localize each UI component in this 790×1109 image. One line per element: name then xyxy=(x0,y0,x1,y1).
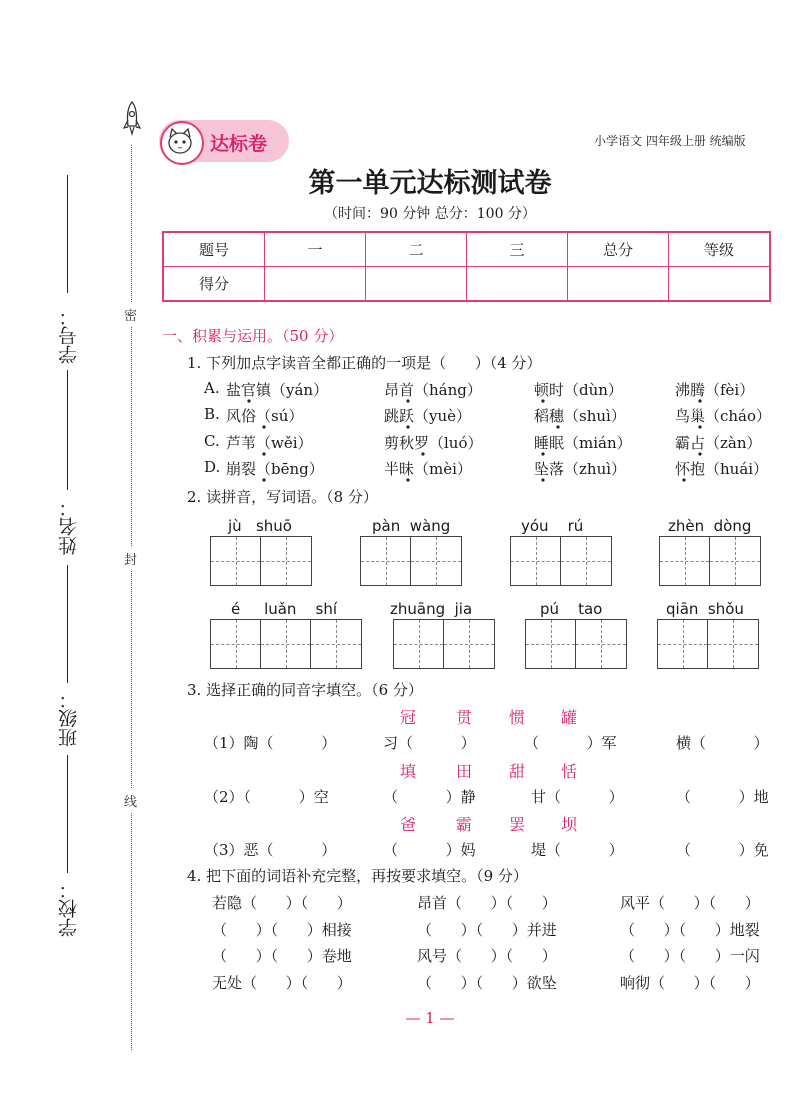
q3-blank[interactable]: （1）陶（ ） xyxy=(204,734,337,752)
q2-pinyin: zhèn dòng xyxy=(668,517,752,535)
writing-cell[interactable] xyxy=(394,620,444,668)
writing-cell[interactable] xyxy=(361,537,411,585)
q3-blank[interactable]: （3）恶（ ） xyxy=(204,841,337,859)
score-header-cell: 二 xyxy=(366,232,467,267)
q2-writing-grid[interactable] xyxy=(659,536,761,586)
score-header-cell: 一 xyxy=(265,232,366,267)
q3-blank[interactable]: （ ）静 xyxy=(383,788,476,806)
binding-char-feng: 封 xyxy=(124,547,137,570)
score-row-label: 得分 xyxy=(163,267,265,302)
q3-homophone-char: 霸 xyxy=(456,815,473,834)
q1-option-item: 半昧（mèi） xyxy=(384,460,472,478)
q2-writing-grid[interactable] xyxy=(525,619,627,669)
q2-pinyin: é luǎn shí xyxy=(231,600,338,618)
q1-option-item: 盐官镇（yán） xyxy=(226,381,329,399)
q1-prompt: 1. 下列加点字读音全都正确的一项是（ ）（4 分） xyxy=(187,354,542,372)
q1-option-letter: A. xyxy=(204,379,220,397)
q1-option-item: 风俗（sú） xyxy=(226,407,304,425)
q3-homophone-char: 罢 xyxy=(509,815,526,834)
q3-homophone-char: 爸 xyxy=(400,815,417,834)
student-id-label: 学号： xyxy=(58,307,80,364)
q1-option-item: 剪秋罗（luó） xyxy=(384,434,483,452)
q1-option-letter: D. xyxy=(204,458,221,476)
q3-blank[interactable]: 甘（ ） xyxy=(531,788,624,806)
writing-cell[interactable] xyxy=(411,537,461,585)
q2-pinyin: qiān shǒu xyxy=(666,600,744,618)
writing-cell[interactable] xyxy=(708,620,758,668)
q1-option-item: 跳跃（yuè） xyxy=(384,407,472,425)
q1-option-item: 芦苇（wěi） xyxy=(226,434,313,452)
q2-pinyin: yóu rú xyxy=(521,517,584,535)
series-info: 小学语文 四年级上册 统编版 xyxy=(594,134,746,148)
q2-writing-grid[interactable] xyxy=(510,536,612,586)
q2-writing-grid[interactable] xyxy=(360,536,462,586)
q3-blank[interactable]: （ ）免 xyxy=(676,841,769,859)
q3-homophone-char: 填 xyxy=(400,762,417,781)
writing-cell[interactable] xyxy=(211,620,261,668)
q3-blank[interactable]: 习（ ） xyxy=(383,734,476,752)
q4-idiom[interactable]: 若隐（ ）（ ） xyxy=(212,894,352,912)
q2-prompt: 2. 读拼音，写词语。（8 分） xyxy=(187,488,378,506)
q2-pinyin: pú tao xyxy=(540,600,603,618)
score-header-cell: 总分 xyxy=(568,232,669,267)
q2-writing-grid[interactable] xyxy=(393,619,495,669)
q1-option-item: 霸占（zàn） xyxy=(675,434,762,452)
q3-homophone-char: 田 xyxy=(456,762,473,781)
q3-homophone-char: 坝 xyxy=(561,815,578,834)
q1-option-item: 坠落（zhuì） xyxy=(534,460,627,478)
section-title: 一、积累与运用。（50 分） xyxy=(162,327,344,345)
writing-cell[interactable] xyxy=(660,537,710,585)
binding-char-xian: 线 xyxy=(124,789,137,812)
q4-prompt: 4. 把下面的词语补充完整，再按要求填空。（9 分） xyxy=(187,867,528,885)
score-header-cell: 等级 xyxy=(669,232,771,267)
q1-option-item: 崩裂（bēng） xyxy=(226,460,324,478)
q3-blank[interactable]: 横（ ） xyxy=(676,734,769,752)
q4-idiom[interactable]: （ ）（ ）并进 xyxy=(417,921,557,939)
q4-idiom[interactable]: （ ）（ ）一闪 xyxy=(620,947,760,965)
writing-cell[interactable] xyxy=(658,620,708,668)
q3-homophone-char: 甜 xyxy=(509,762,526,781)
writing-cell[interactable] xyxy=(511,537,561,585)
writing-cell[interactable] xyxy=(576,620,626,668)
binding-char-mi: 密 xyxy=(124,303,137,326)
q4-idiom[interactable]: 风平（ ）（ ） xyxy=(620,894,760,912)
q1-option-item: 沸腾（fèi） xyxy=(675,381,755,399)
q3-homophone-char: 惯 xyxy=(509,708,526,727)
writing-cell[interactable] xyxy=(444,620,494,668)
q1-option-item: 稻穗（shuì） xyxy=(534,407,626,425)
writing-cell[interactable] xyxy=(311,620,361,668)
q2-pinyin: pàn wàng xyxy=(372,517,451,535)
q4-idiom[interactable]: 风号（ ）（ ） xyxy=(417,947,557,965)
class-label: 班级： xyxy=(58,690,80,747)
school-label: 学校： xyxy=(58,880,80,937)
writing-cell[interactable] xyxy=(526,620,576,668)
q2-pinyin: zhuāng jia xyxy=(390,600,473,618)
page-title: 第一单元达标测试卷 xyxy=(308,168,552,199)
writing-cell[interactable] xyxy=(710,537,760,585)
q3-homophone-char: 贯 xyxy=(456,708,473,727)
q3-homophone-char: 恬 xyxy=(561,762,578,781)
q2-pinyin: jù shuō xyxy=(228,517,292,535)
q2-writing-grid[interactable] xyxy=(210,619,362,669)
q4-idiom[interactable]: （ ）（ ）欲坠 xyxy=(417,974,557,992)
q4-idiom[interactable]: （ ）（ ）卷地 xyxy=(212,947,352,965)
q1-option-item: 怀抱（huái） xyxy=(675,460,769,478)
q3-blank[interactable]: （ ）军 xyxy=(524,734,617,752)
score-header-cell: 三 xyxy=(467,232,568,267)
q4-idiom[interactable]: （ ）（ ）地裂 xyxy=(620,921,760,939)
q3-blank[interactable]: （2）（ ）空 xyxy=(204,788,329,806)
q2-writing-grid[interactable] xyxy=(210,536,312,586)
time-info: （时间：90 分钟 总分：100 分） xyxy=(324,206,536,222)
q1-option-item: 睡眠（mián） xyxy=(534,434,632,452)
q3-blank[interactable]: （ ）妈 xyxy=(383,841,476,859)
q1-option-letter: B. xyxy=(204,405,220,423)
q3-homophone-char: 冠 xyxy=(400,708,417,727)
name-label: 姓名： xyxy=(58,498,80,555)
q3-homophone-char: 罐 xyxy=(561,708,578,727)
writing-cell[interactable] xyxy=(561,537,611,585)
q1-option-item: 鸟巢（cháo） xyxy=(675,407,772,425)
page-number: — 1 — xyxy=(405,1009,455,1027)
q2-writing-grid[interactable] xyxy=(657,619,759,669)
q4-idiom[interactable]: 响彻（ ）（ ） xyxy=(620,974,760,992)
q1-option-item: 昂首（háng） xyxy=(384,381,482,399)
q1-option-item: 顿时（dùn） xyxy=(534,381,623,399)
writing-cell[interactable] xyxy=(261,537,311,585)
q1-option-letter: C. xyxy=(204,432,220,450)
badge-label: 达标卷 xyxy=(210,133,268,155)
q4-idiom[interactable]: 无处（ ）（ ） xyxy=(212,974,352,992)
q3-blank[interactable]: 堤（ ） xyxy=(531,841,624,859)
q3-prompt: 3. 选择正确的同音字填空。（6 分） xyxy=(187,681,423,699)
q4-idiom[interactable]: （ ）（ ）相接 xyxy=(212,921,352,939)
q3-blank[interactable]: （ ）地 xyxy=(676,788,769,806)
score-header-cell: 题号 xyxy=(163,232,265,267)
q4-idiom[interactable]: 昂首（ ）（ ） xyxy=(417,894,557,912)
writing-cell[interactable] xyxy=(261,620,311,668)
writing-cell[interactable] xyxy=(211,537,261,585)
